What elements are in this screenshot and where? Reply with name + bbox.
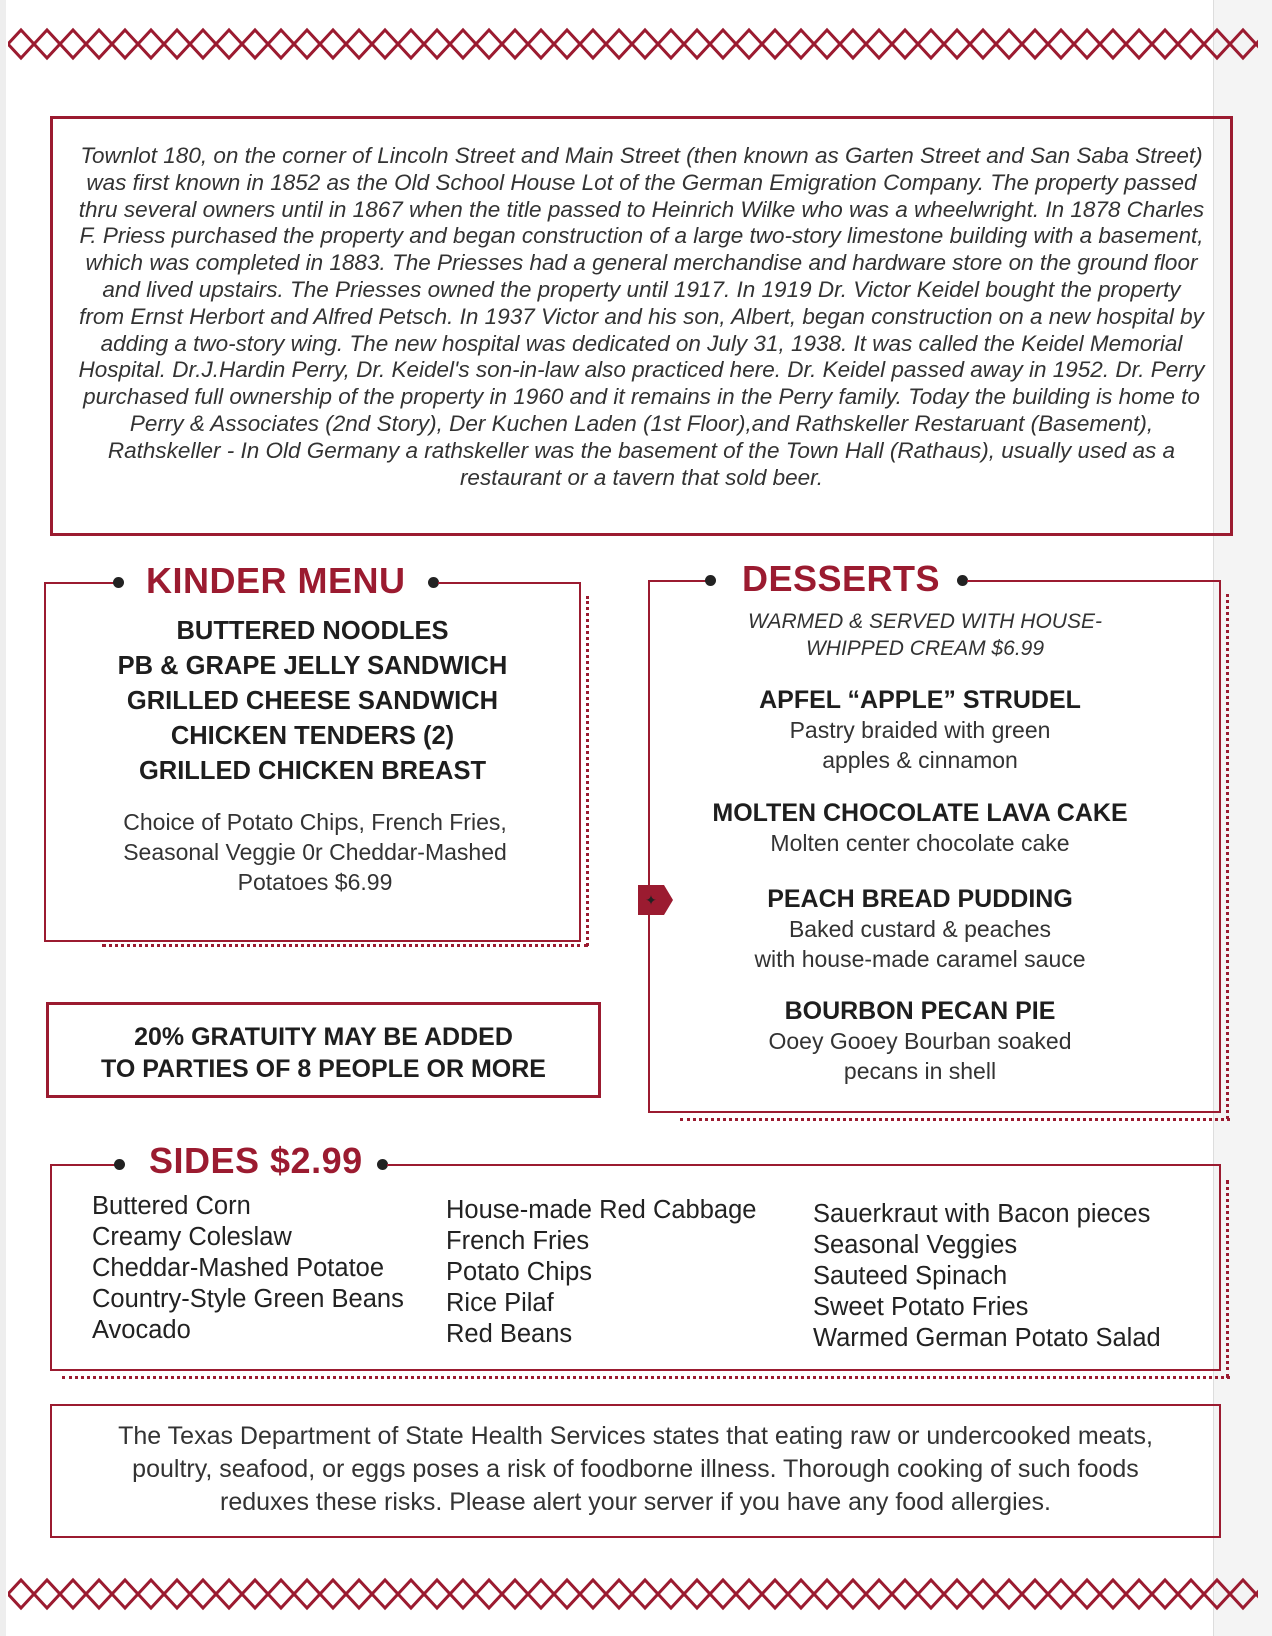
- top-border-pattern: [8, 26, 1258, 62]
- sides-shadow-bottom: [62, 1376, 1230, 1383]
- side-item: Country-Style Green Beans: [92, 1285, 404, 1313]
- sides-column-3: [813, 1199, 1161, 1354]
- side-item: Sweet Potato Fries: [813, 1293, 1029, 1321]
- dessert-desc: Baked custard & peaches: [788, 916, 1052, 942]
- health-notice-box: [50, 1404, 1221, 1538]
- side-item: Avocado: [92, 1316, 191, 1344]
- side-item: Warmed German Potato Salad: [813, 1324, 1161, 1352]
- bottom-border-pattern: [8, 1576, 1258, 1612]
- dessert-item: [660, 885, 1180, 974]
- side-item: Potato Chips: [446, 1258, 593, 1286]
- gratuity-line2: TO PARTIES OF 8 PEOPLE OR MORE: [101, 1055, 546, 1083]
- side-item: Buttered Corn: [92, 1192, 251, 1220]
- sides-column-1: [92, 1191, 404, 1346]
- page-edge: [0, 0, 6, 1636]
- kinder-item: BUTTERED NOODLES: [176, 617, 449, 645]
- history-box: [50, 116, 1233, 536]
- kinder-shadow-right: [586, 596, 593, 946]
- side-item: Seasonal Veggies: [813, 1231, 1018, 1259]
- kinder-note: Choice of Potato Chips, French Fries, Seasonal Veggie 0r Cheddar-Mashed Potatoes $6.99: [123, 809, 507, 895]
- side-item: Rice Pilaf: [446, 1289, 554, 1317]
- side-item: French Fries: [446, 1227, 590, 1255]
- side-item: Red Beans: [446, 1320, 573, 1348]
- kinder-item: CHICKEN TENDERS (2): [170, 722, 455, 750]
- zigzag-line: [8, 30, 1258, 44]
- zigzag-line: [8, 1580, 1258, 1594]
- kinder-menu-title: KINDER MENU: [134, 560, 418, 602]
- side-item: Sauerkraut with Bacon pieces: [813, 1200, 1151, 1228]
- dessert-name: BOURBON PECAN PIE: [784, 997, 1056, 1025]
- desserts-shadow-bottom: [680, 1118, 1230, 1125]
- dessert-desc: Ooey Gooey Bourban soaked: [768, 1028, 1072, 1054]
- dessert-desc: apples & cinnamon: [822, 747, 1018, 773]
- dessert-desc: Molten center chocolate cake: [770, 830, 1070, 856]
- gratuity-box: [46, 1002, 601, 1098]
- dessert-name: MOLTEN CHOCOLATE LAVA CAKE: [712, 799, 1128, 827]
- desserts-subtitle-line1: WARMED & SERVED WITH HOUSE-: [748, 610, 1102, 633]
- side-item: House-made Red Cabbage: [446, 1196, 757, 1224]
- dessert-name: PEACH BREAD PUDDING: [767, 885, 1073, 913]
- sides-column-2: [446, 1195, 756, 1350]
- zigzag-line: [8, 1594, 1258, 1608]
- dessert-item: [660, 997, 1180, 1086]
- dessert-name: APFEL “APPLE” STRUDEL: [759, 686, 1081, 714]
- kinder-item: GRILLED CHEESE SANDWICH: [126, 687, 499, 715]
- svg-text:✦: ✦: [645, 893, 657, 909]
- health-notice-text: The Texas Department of State Health Services states that eating raw or undercooked meats, poultry, seafood, or eggs poses a risk of foodborne illness. Thorough cooking of such foods reduxes these risks. Please alert your server if you have any food allergies.: [118, 1422, 1153, 1516]
- side-item: Cheddar-Mashed Potatoe: [92, 1254, 385, 1282]
- sides-title: SIDES $2.99: [137, 1140, 375, 1182]
- dessert-item: [660, 686, 1180, 775]
- desserts-subtitle: [680, 608, 1170, 662]
- dessert-desc: Pastry braided with green: [789, 717, 1051, 743]
- kinder-shadow-bottom: [102, 944, 588, 951]
- gratuity-line1: 20% GRATUITY MAY BE ADDED: [134, 1023, 513, 1051]
- dessert-desc: with house-made caramel sauce: [754, 946, 1086, 972]
- kinder-item: GRILLED CHICKEN BREAST: [138, 757, 487, 785]
- desserts-shadow-right: [1226, 594, 1233, 1119]
- side-item: Sauteed Spinach: [813, 1262, 1008, 1290]
- dessert-desc: pecans in shell: [843, 1058, 997, 1084]
- side-item: Creamy Coleslaw: [92, 1223, 292, 1251]
- desserts-subtitle-line2: WHIPPED CREAM $6.99: [805, 637, 1045, 660]
- kinder-item: PB & GRAPE JELLY SANDWICH: [117, 652, 508, 680]
- kinder-items: [60, 614, 565, 789]
- dessert-item: [660, 799, 1180, 858]
- zigzag-line: [8, 44, 1258, 58]
- history-text: Townlot 180, on the corner of Lincoln Street and Main Street (then known as Garten Street and San Saba Street) was first known in 1852 as the Old School House Lot of the German Emigration Company. The property passed thru several owners until in 1867 when the title passed to Heinrich Wilke who was a wheelwright. In 1878 Charles F. Priess purchased the property and began construction of a large two-story limestone building with a basement, which was completed in 1883. The Priesses had a general merchandise and hardware store on the ground floor and lived upstairs. The Priesses owned the property until 1917. In 1919 Dr. Victor Keidel bought the property from Ernst Herbort and Alfred Petsch. In 1937 Victor and his son, Albert, began construction on a new hospital by adding a two-story wing. The new hospital was dedicated on July 31, 1938. It was called the Keidel Memorial Hospital. Dr.J.Hardin Perry, Dr. Keidel's son-in-law also practiced here. Dr. Keidel passed away in 1952. Dr. Perry purchased full ownership of the property in 1960 and it remains in the Perry family. Today the building is home to Perry & Associates (2nd Story), Der Kuchen Laden (1st Floor),and Rathskeller Restaruant (Basement), Rathskeller - In Old Germany a rathskeller was the basement of the Town Hall (Rathaus), usually used as a restaurant or a tavern that sold beer.: [78, 143, 1205, 490]
- desserts-title: DESSERTS: [730, 558, 952, 600]
- sides-shadow-right: [1226, 1180, 1233, 1378]
